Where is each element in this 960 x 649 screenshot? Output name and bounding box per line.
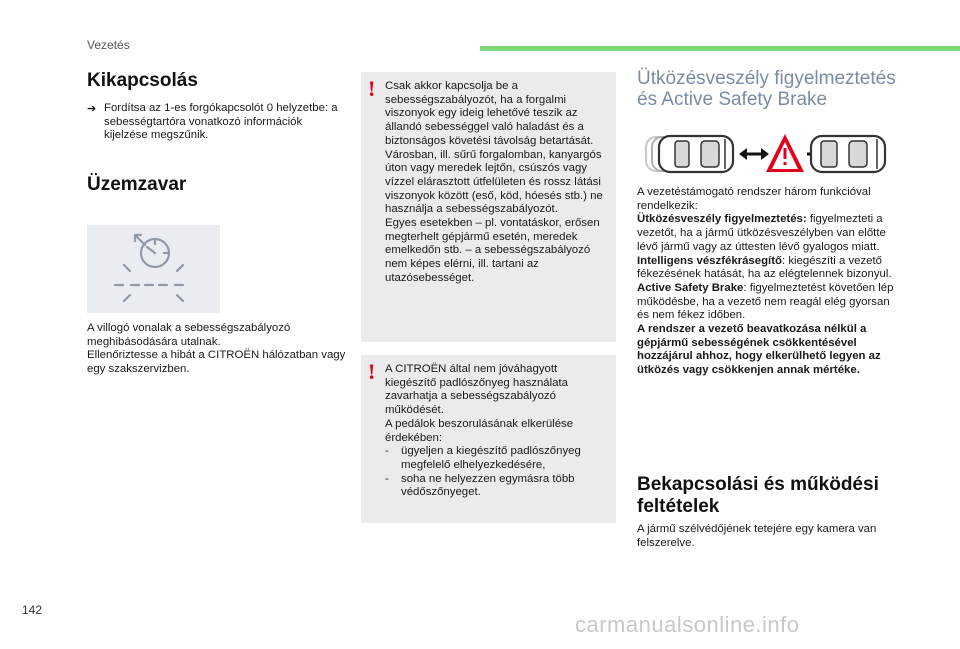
bekapcsolasi-title [637, 474, 899, 518]
feature-1-text: figyelmezteti a vezetőt, ha a jármű ütközésveszélyben van előtte lévő jármű vagy az úttesten lévő gyalogos miatt. [637, 213, 886, 253]
list-item: - soha ne helyezzen egymásra több védőszőnyeget. [385, 472, 575, 499]
warning-1-text-3: Egyes esetekben – pl. vontatáskor, erősen megterhelt gépjármű esetén, meredek emelkedőn stb. – a sebességszabályozó nem képes elérni, ill. tartani az utazósebességet. [385, 217, 600, 284]
bekapcsolasi-text: A jármű szélvédőjének tetejére egy kamera van felszerelve. [637, 523, 877, 549]
uzemzavar-title: Üzemzavar [87, 174, 187, 195]
warning-box-cruise-control [361, 72, 616, 342]
bekapcsolasi-text-block [637, 523, 899, 550]
collision-intro: A vezetéstámogató rendszer három funkcióval rendelkezik: [637, 186, 871, 212]
warning-box-floor-mats [361, 355, 616, 523]
feature-2-text: : kiegészíti a vezető fékezésének hatását, ha az elégtelennek bizonyul. [637, 254, 892, 281]
uzemzavar-text-block [87, 322, 357, 377]
kikapcsolas-text: Fordítsa az 1-es forgókapcsolót 0 helyzetbe: a sebességtartóra vonatkozó információk kijelzése megszűnik. [104, 102, 338, 142]
collision-warning-title [637, 68, 899, 110]
section-header: Vezetés [87, 38, 130, 52]
feature-3-text: : figyelmeztetést követően lép működésbe, ha a vezető nem reagál elég gyorsan és nem fékez időben. [637, 281, 894, 322]
collision-description [637, 186, 899, 378]
collision-feature-1 [637, 213, 899, 254]
collision-feature-3 [637, 282, 899, 323]
speed-limiter-fault-icon [87, 225, 220, 313]
collision-feature-2 [637, 255, 899, 282]
warning-2-list [385, 445, 607, 500]
feature-2-label: Intelligens vészfékrásegítő [637, 254, 782, 267]
feature-3-label: Active Safety Brake [637, 281, 744, 294]
collision-title-line-1: Ütközésveszély figyelmeztetés [637, 68, 896, 89]
warning-2-text: A CITROËN által nem jóváhagyott kiegészítő padlószőnyeg használata zavarhatja a sebességszabályozó működését. [385, 363, 569, 417]
collision-title-line-2: és Active Safety Brake [637, 89, 828, 110]
collision-warning-cars-icon [643, 129, 888, 181]
bekapcsolasi-title-line-2: feltételek [637, 495, 720, 517]
warning-2-text-2: A pedálok beszorulásának elkerülése érdekében: [385, 417, 574, 444]
header-accent-bar [480, 46, 960, 51]
uzemzavar-text-2: Ellenőriztesse a hibát a CITROËN hálózatban vagy egy szakszervizben. [87, 349, 346, 376]
exclamation-warning-icon: ! [368, 76, 376, 101]
bekapcsolasi-title-line-1: Bekapcsolási és működési [637, 474, 879, 495]
feature-1-label: Ütközésveszély figyelmeztetés: [637, 213, 807, 226]
uzemzavar-text-1: A villogó vonalak a sebességszabályozó meghibásodására utalnak. [87, 322, 291, 348]
warning-1-text-2: Városban, ill. sűrű forgalomban, kanyargós úton vagy meredek lejtőn, csúszós vagy vízzel elárasztott útfelületen és rossz látási viszonyok között (eső, köd, hóesés stb.) ne használja a sebességszabályozót. [385, 148, 603, 216]
pointer-arrow-icon: ➔ [87, 103, 97, 115]
kikapcsolas-instruction [87, 102, 347, 143]
watermark: carmanualsonline.info [575, 612, 800, 637]
page-number: 142 [22, 603, 43, 617]
collision-bold-note: A rendszer a vezető beavatkozása nélkül a gépjármű sebességének csökkentésével hozzájárul ahhoz, hogy elkerülhető legyen az ütközés vagy csökkenjen annak mértéke. [637, 323, 881, 377]
warning-1-text: Csak akkor kapcsolja be a sebességszabályozót, ha a forgalmi viszonyok egy ideig lehetővé teszik az állandó sebességgel való haladást és a biztonságos követési távolság betartását. [385, 80, 594, 147]
list-item: - ügyeljen a kiegészítő padlószőnyeg megfelelő elhelyezkedésére, [385, 445, 581, 471]
exclamation-warning-icon: ! [368, 359, 376, 384]
kikapcsolas-title: Kikapcsolás [87, 70, 198, 91]
